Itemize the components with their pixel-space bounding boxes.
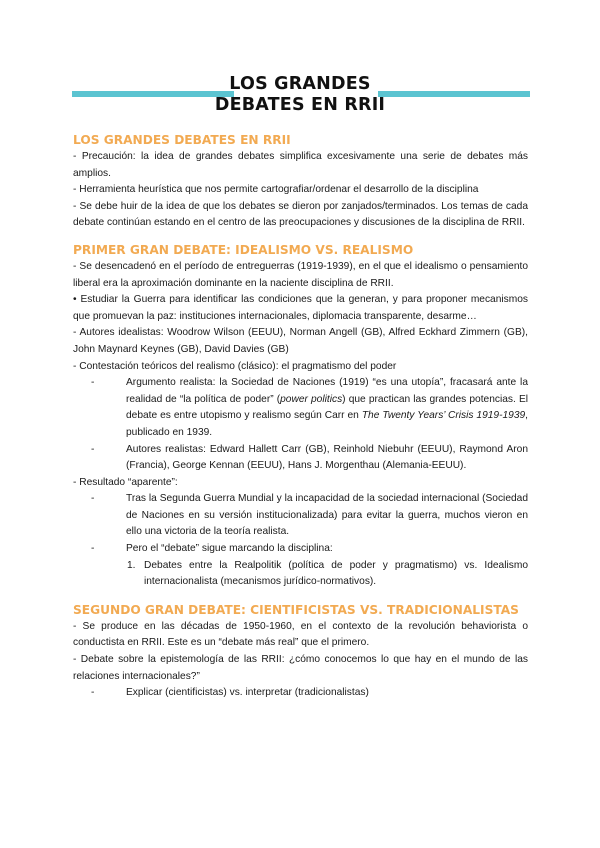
list-item-text: Tras la Segunda Guerra Mundial y la incapacidad de la sociedad internacional (Sociedad de Naciones en su versión institucionalizada) para evitar la guerra, muchos vieron en ello una victoria de la teoría realista. xyxy=(126,493,528,538)
list-item-text: Autores realistas: Edward Hallett Carr (GB), Reinhold Niebuhr (EEUU), Raymond Aron (Francia), George Kennan (EEUU), Hans J. Morgenthau (Alemania-EEUU). xyxy=(126,443,528,472)
section-heading-segundo-debate: SEGUNDO GRAN DEBATE: CIENTIFICISTAS VS. TRADICIONALISTAS xyxy=(73,602,519,617)
list-item-italic: power politics xyxy=(280,393,343,405)
paragraph: - Se debe huir de la idea de que los debates se dieron por zanjados/terminados. Los temas de cada debate continúan estando en el centro de las preocupaciones y discusiones de la disciplina de RRII. xyxy=(73,200,528,229)
dash-list-item xyxy=(91,541,528,558)
paragraph: - Se produce en las décadas de 1950-1960, en el contexto de la revolución behaviorista o conductista en RRII. Este es un “debate más real” que el primero. xyxy=(73,620,528,649)
paragraph: - Debate sobre la epistemología de las RRII: ¿cómo conocemos lo que hay en el mundo de las relaciones internacionales?” xyxy=(73,654,528,682)
dash-marker: - xyxy=(91,543,95,555)
paragraph: - Contestación teóricos del realismo (clásico): el pragmatismo del poder xyxy=(73,360,397,372)
book-title: The Twenty Years’ Crisis 1919-1939 xyxy=(361,410,526,422)
dash-list-item xyxy=(91,491,528,541)
list-item-text: Explicar (cientificistas) vs. interpretar (tradicionalistas) xyxy=(126,687,369,699)
page-title-line-1: LOS GRANDES xyxy=(229,74,371,94)
page-title-line-2: DEBATES EN RRII xyxy=(214,95,386,115)
list-item-text: Argumento realista: la Sociedad de Naciones (1919) “es una utopía”, fracasará ante la realidad de “la política de poder” ( xyxy=(126,377,528,405)
list-item-text: Pero el “debate” sigue marcando la disciplina: xyxy=(126,543,333,555)
paragraph: - Resultado “aparente”: xyxy=(73,476,178,488)
paragraph: - Se desencadenó en el período de entreguerras (1919-1939), en el que el idealismo o pensamiento liberal era la aproximación dominante en la naciente disciplina de RRII. xyxy=(73,260,528,289)
dash-list-item xyxy=(91,442,528,475)
list-item-text: , publicado en 1939. xyxy=(126,410,528,438)
list-item-text: ) que practican las grandes potencias. El debate es entre utopismo y realismo según Carr en xyxy=(126,393,529,422)
paragraph: - Herramienta heurística que nos permite cartografiar/ordenar el desarrollo de la disciplina xyxy=(73,184,479,196)
paragraph: - Autores idealistas: Woodrow Wilson (EEUU), Norman Angell (GB), Alfred Eckhard Zimmern (GB), John Maynard Keynes (GB), David Davies (GB) xyxy=(73,327,528,355)
document-body xyxy=(73,132,528,702)
dash-marker: - xyxy=(91,687,95,699)
dash-marker: - xyxy=(91,443,95,455)
dash-marker: - xyxy=(91,377,95,389)
section-heading-primer-debate: PRIMER GRAN DEBATE: IDEALISMO VS. REALISMO xyxy=(73,242,414,257)
number-marker: 1. xyxy=(127,559,136,571)
numbered-list-item xyxy=(73,558,528,591)
list-item-text: Debates entre la Realpolitik (política de poder y pragmatismo) vs. Idealismo internacionalista (mecanismos jurídico-normativos). xyxy=(144,559,528,588)
paragraph: • Estudiar la Guerra para identificar las condiciones que la generan, y para proponer mecanismos que promuevan la paz: instituciones internacionales, diplomacia transparente, desarme… xyxy=(73,294,528,322)
title-block xyxy=(0,70,600,120)
dash-list-item xyxy=(91,375,528,441)
section-heading-grandes-debates: LOS GRANDES DEBATES EN RRII xyxy=(73,133,291,147)
dash-marker: - xyxy=(91,493,95,505)
dash-list-item xyxy=(91,685,528,702)
paragraph: - Precaución: la idea de grandes debates simplifica excesivamente una serie de debates más amplios. xyxy=(73,151,528,179)
